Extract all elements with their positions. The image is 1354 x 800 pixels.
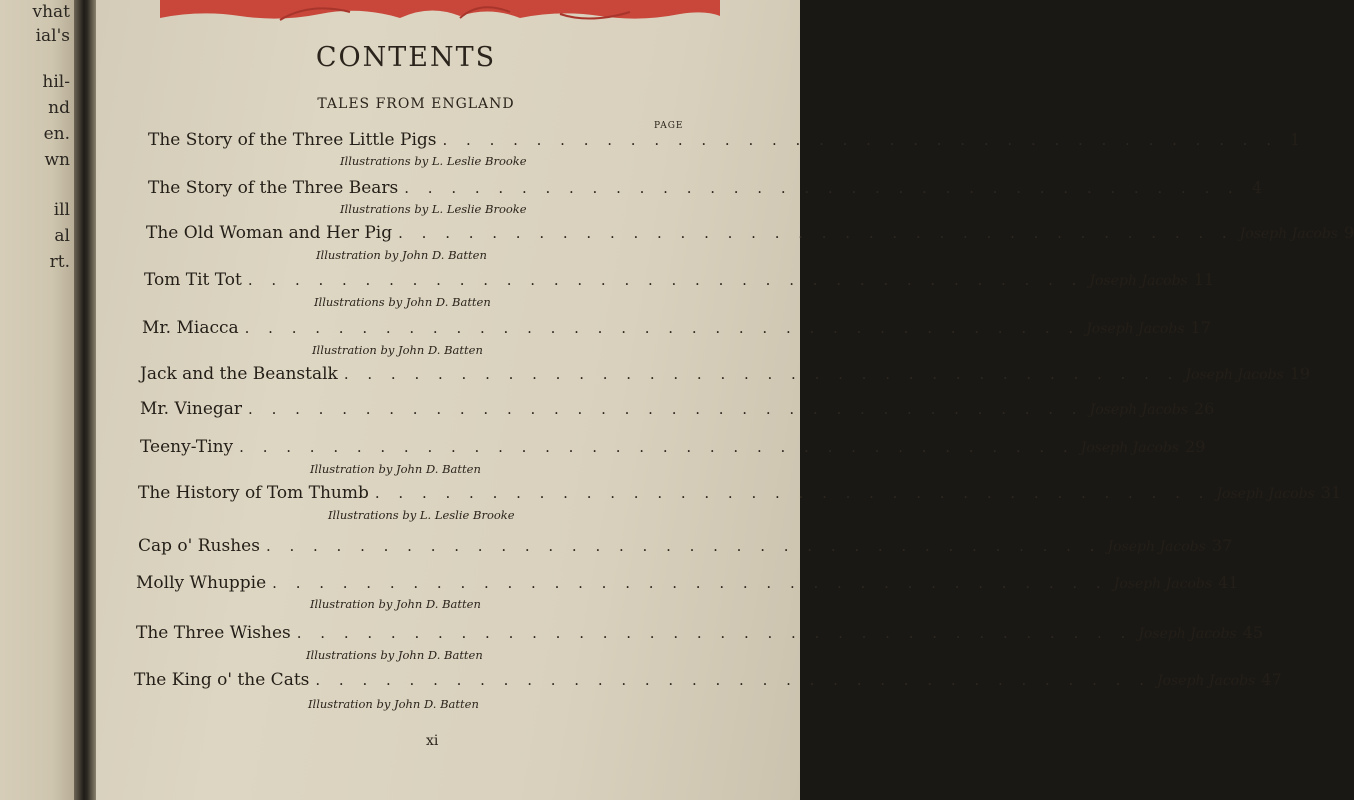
header-ornament-icon <box>160 0 720 26</box>
entry-page-number: 19 <box>1289 364 1311 383</box>
entry-illustration-credit: Illustration by John D. Batten <box>308 697 479 711</box>
page-title: CONTENTS <box>315 42 497 73</box>
entry-author: Joseph Jacobs <box>1113 576 1213 592</box>
entry-page-number: 26 <box>1193 399 1215 418</box>
entry-title: The King o' the Cats <box>134 670 310 690</box>
entry-illustration-credit: Illustration by John D. Batten <box>310 462 481 476</box>
folio: xi <box>426 733 439 749</box>
entry-page-number: 41 <box>1218 573 1239 592</box>
leader-dots: . . . . . . . . . . . . . . . . . . . . . . . . . . . . . . . . . . . . <box>244 319 1081 337</box>
entry-page-number: 1 <box>1290 130 1301 149</box>
leader-dots: . . . . . . . . . . . . . . . . . . . . . . . . . . . . . . . . . . . . <box>442 131 1279 149</box>
entry-illustration-credit: Illustration by John D. Batten <box>316 248 487 262</box>
entry-page-number: 4 <box>1251 178 1262 197</box>
entry-page-number: 9 <box>1344 223 1354 242</box>
leader-dots: . . . . . . . . . . . . . . . . . . . . . . . . . . . . . . . . . . . . <box>315 671 1151 689</box>
entry-page-number: 37 <box>1211 536 1233 555</box>
entry-author: Joseph Jacobs <box>1089 273 1188 289</box>
book-gutter <box>74 0 96 800</box>
contents-entry <box>140 437 1206 461</box>
entry-author: Joseph Jacobs <box>1216 486 1315 502</box>
leader-dots: . . . . . . . . . . . . . . . . . . . . . . . . . . . . . . . . . . . . <box>248 400 1084 418</box>
entry-illustration-credit: Illustration by John D. Batten <box>310 597 481 611</box>
leader-dots: . . . . . . . . . . . . . . . . . . . . . . . . . . . . . . . . . . . . <box>404 179 1240 197</box>
page-column-label: PAGE <box>654 121 684 131</box>
entry-title: Mr. Vinegar <box>140 399 243 419</box>
entry-page-number: 11 <box>1193 270 1215 289</box>
entry-illustration-credit: Illustration by John D. Batten <box>312 343 483 357</box>
entry-illustration-credit: Illustrations by L. Leslie Brooke <box>340 202 527 216</box>
facing-page-text: al <box>54 226 70 246</box>
contents-entry <box>136 623 1263 647</box>
entry-title: Jack and the Beanstalk <box>140 364 338 384</box>
entry-page-number: 17 <box>1190 318 1211 337</box>
entry-page-number: 45 <box>1242 623 1263 642</box>
contents-entry <box>138 483 1342 507</box>
entry-illustration-credit: Illustrations by L. Leslie Brooke <box>340 154 527 168</box>
entry-author: Joseph Jacobs <box>1156 673 1256 689</box>
entry-title: The History of Tom Thumb <box>138 483 369 503</box>
entry-title: The Story of the Three Bears <box>148 178 399 198</box>
facing-page-text: nd <box>48 98 70 118</box>
contents-entry <box>140 364 1311 388</box>
contents-entry <box>146 223 1354 247</box>
facing-page <box>0 0 74 800</box>
leader-dots: . . . . . . . . . . . . . . . . . . . . . . . . . . . . . . . . . . . . <box>247 271 1084 289</box>
leader-dots: . . . . . . . . . . . . . . . . . . . . . . . . . . . . . . . . . . . . <box>272 574 1108 592</box>
section-title: TALES FROM ENGLAND <box>317 96 515 112</box>
entry-author: Joseph Jacobs <box>1138 626 1237 642</box>
contents-entry <box>144 270 1215 294</box>
entry-title: Molly Whuppie <box>136 573 267 593</box>
entry-page-number: 31 <box>1320 483 1342 502</box>
entry-illustration-credit: Illustrations by L. Leslie Brooke <box>328 508 515 522</box>
contents-entry <box>142 318 1211 342</box>
entry-page-number: 47 <box>1261 670 1282 689</box>
entry-page-number: 29 <box>1185 437 1206 456</box>
entry-author: Joseph Jacobs <box>1107 539 1206 555</box>
leader-dots: . . . . . . . . . . . . . . . . . . . . . . . . . . . . . . . . . . . . <box>374 484 1211 502</box>
facing-page-text: ill <box>53 200 70 220</box>
contents-entry <box>140 399 1215 423</box>
entry-title: Cap o' Rushes <box>138 536 260 556</box>
entry-author: Joseph Jacobs <box>1089 402 1188 418</box>
facing-page-text: rt. <box>49 252 70 272</box>
entry-illustration-credit: Illustrations by John D. Batten <box>306 648 483 662</box>
contents-entry <box>136 573 1239 597</box>
entry-title: Teeny-Tiny <box>140 437 234 457</box>
entry-author: Joseph Jacobs <box>1239 226 1338 242</box>
contents-entry <box>148 130 1301 154</box>
contents-entry <box>148 178 1262 202</box>
facing-page-text: wn <box>44 150 70 170</box>
entry-title: Mr. Miacca <box>142 318 239 338</box>
facing-page-text: hil- <box>42 72 70 92</box>
entry-illustration-credit: Illustrations by John D. Batten <box>314 295 491 309</box>
leader-dots: . . . . . . . . . . . . . . . . . . . . . . . . . . . . . . . . . . . . <box>296 624 1133 642</box>
entry-author: Joseph Jacobs <box>1185 367 1284 383</box>
contents-page <box>96 0 1354 800</box>
facing-page-text: ial's <box>35 26 70 46</box>
leader-dots: . . . . . . . . . . . . . . . . . . . . . . . . . . . . . . . . . . . . <box>398 224 1234 242</box>
entry-title: The Old Woman and Her Pig <box>146 223 393 243</box>
entry-title: The Three Wishes <box>136 623 291 643</box>
entry-title: Tom Tit Tot <box>144 270 242 290</box>
facing-page-text: en. <box>43 124 70 144</box>
contents-entry <box>134 670 1282 694</box>
entry-author: Joseph Jacobs <box>1086 321 1185 337</box>
entry-title: The Story of the Three Little Pigs <box>148 130 437 150</box>
contents-entry <box>138 536 1233 560</box>
leader-dots: . . . . . . . . . . . . . . . . . . . . . . . . . . . . . . . . . . . . <box>265 537 1102 555</box>
facing-page-text: vhat <box>32 2 70 22</box>
entry-author: Joseph Jacobs <box>1080 440 1180 456</box>
leader-dots: . . . . . . . . . . . . . . . . . . . . . . . . . . . . . . . . . . . . <box>239 438 1075 456</box>
leader-dots: . . . . . . . . . . . . . . . . . . . . . . . . . . . . . . . . . . . . <box>343 365 1180 383</box>
